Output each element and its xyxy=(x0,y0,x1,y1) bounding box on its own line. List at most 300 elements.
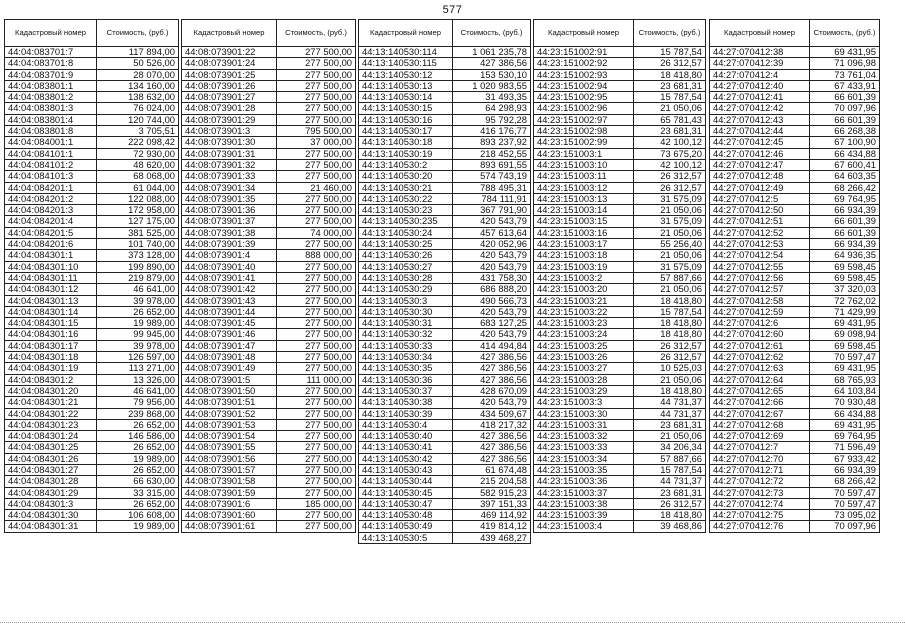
table-row xyxy=(534,272,706,283)
table-row xyxy=(182,385,356,396)
table-row xyxy=(182,205,356,216)
cadastral-number-cell: 44:23:151003:10 xyxy=(534,159,634,170)
cadastral-number-cell: 44:04:083801:3 xyxy=(5,103,97,114)
cadastral-number-cell: 44:27:070412:40 xyxy=(710,80,810,91)
cost-cell: 277 500,00 xyxy=(277,476,356,487)
table-row xyxy=(182,498,356,509)
table-row xyxy=(5,498,179,509)
table-row xyxy=(710,385,880,396)
cadastral-number-cell: 44:13:140530:41 xyxy=(359,442,453,453)
cost-cell: 277 500,00 xyxy=(277,171,356,182)
cadastral-number-cell: 44:27:070412:68 xyxy=(710,419,810,430)
cost-cell: 39 468,86 xyxy=(634,521,706,532)
cost-cell: 10 525,03 xyxy=(634,363,706,374)
table-row xyxy=(5,193,179,204)
cadastral-number-cell: 44:08:073901:22 xyxy=(182,47,277,58)
cadastral-number-cell: 44:27:070412:48 xyxy=(710,171,810,182)
cost-cell: 582 915,23 xyxy=(453,487,531,498)
table-row xyxy=(5,408,179,419)
cost-cell: 420 543,79 xyxy=(453,250,531,261)
cost-cell: 277 500,00 xyxy=(277,487,356,498)
cadastral-number-cell: 44:23:151003:11 xyxy=(534,171,634,182)
cost-cell: 28 070,00 xyxy=(97,69,179,80)
table-row xyxy=(534,318,706,329)
cadastral-number-cell: 44:13:140530:235 xyxy=(359,216,453,227)
cadastral-number-cell: 44:23:151002:91 xyxy=(534,47,634,58)
table-row xyxy=(534,58,706,69)
cadastral-number-cell: 44:27:070412:47 xyxy=(710,159,810,170)
table-row xyxy=(5,114,179,125)
cadastral-number-cell: 44:23:151003:18 xyxy=(534,250,634,261)
header-cost: Стоимость, (руб.) xyxy=(634,20,706,47)
cadastral-number-cell: 44:04:084301:27 xyxy=(5,464,97,475)
cadastral-number-cell: 44:23:151003:16 xyxy=(534,227,634,238)
cost-cell: 23 681,31 xyxy=(634,487,706,498)
table-row xyxy=(359,397,531,408)
cost-cell: 215 204,58 xyxy=(453,476,531,487)
table-row xyxy=(182,476,356,487)
cost-cell: 23 681,31 xyxy=(634,80,706,91)
table-row xyxy=(182,284,356,295)
cost-cell: 69 598,45 xyxy=(810,340,880,351)
cost-cell: 69 431,95 xyxy=(810,47,880,58)
cost-cell: 15 787,54 xyxy=(634,47,706,58)
cost-cell: 784 111,91 xyxy=(453,193,531,204)
table-row xyxy=(534,397,706,408)
cost-cell: 1 061 235,78 xyxy=(453,47,531,58)
cost-cell: 31 575,09 xyxy=(634,261,706,272)
cost-cell: 79 956,00 xyxy=(97,397,179,408)
cost-cell: 427 386,56 xyxy=(453,363,531,374)
cost-cell: 50 526,00 xyxy=(97,58,179,69)
cost-cell: 277 500,00 xyxy=(277,363,356,374)
table-row xyxy=(182,227,356,238)
table-row xyxy=(534,92,706,103)
cadastral-number-cell: 44:27:070412:57 xyxy=(710,284,810,295)
cadastral-number-cell: 44:13:140530:43 xyxy=(359,464,453,475)
cadastral-number-cell: 44:23:151003:12 xyxy=(534,182,634,193)
cost-cell: 277 500,00 xyxy=(277,103,356,114)
cost-cell: 277 500,00 xyxy=(277,148,356,159)
cost-cell: 42 100,12 xyxy=(634,159,706,170)
table-row xyxy=(534,182,706,193)
table-row xyxy=(182,126,356,137)
cadastral-number-cell: 44:13:140530:18 xyxy=(359,137,453,148)
page-number: 577 xyxy=(442,4,463,16)
cadastral-number-cell: 44:27:070412:72 xyxy=(710,476,810,487)
table-row xyxy=(534,442,706,453)
cadastral-number-cell: 44:08:073901:40 xyxy=(182,261,277,272)
cost-cell: 277 500,00 xyxy=(277,272,356,283)
table-row xyxy=(359,58,531,69)
cost-cell: 427 386,56 xyxy=(453,453,531,464)
cost-cell: 23 681,31 xyxy=(634,126,706,137)
cadastral-number-cell: 44:27:070412:53 xyxy=(710,239,810,250)
table-row xyxy=(534,476,706,487)
table-row xyxy=(359,329,531,340)
cadastral-number-cell: 44:13:140530:34 xyxy=(359,352,453,363)
cadastral-number-cell: 44:08:073901:48 xyxy=(182,352,277,363)
cadastral-number-cell: 44:08:073901:45 xyxy=(182,318,277,329)
cost-cell: 39 978,00 xyxy=(97,295,179,306)
cost-cell: 26 652,00 xyxy=(97,306,179,317)
cost-cell: 277 500,00 xyxy=(277,58,356,69)
table-row xyxy=(534,126,706,137)
table-row xyxy=(534,80,706,91)
cost-cell: 277 500,00 xyxy=(277,69,356,80)
cadastral-number-cell: 44:27:070412:50 xyxy=(710,205,810,216)
table-row xyxy=(534,374,706,385)
table-row xyxy=(5,363,179,374)
table-row xyxy=(182,340,356,351)
cadastral-number-cell: 44:27:070412:51 xyxy=(710,216,810,227)
cadastral-number-cell: 44:13:140530:47 xyxy=(359,498,453,509)
cost-cell: 26 312,57 xyxy=(634,58,706,69)
cadastral-number-cell: 44:08:073901:31 xyxy=(182,148,277,159)
table-row xyxy=(359,103,531,114)
cadastral-number-cell: 44:13:140530:114 xyxy=(359,47,453,58)
cadastral-number-cell: 44:13:140530:17 xyxy=(359,126,453,137)
cadastral-number-cell: 44:13:140530:115 xyxy=(359,58,453,69)
table-row xyxy=(534,419,706,430)
cadastral-number-cell: 44:13:140530:32 xyxy=(359,329,453,340)
table-row xyxy=(182,250,356,261)
cadastral-number-cell: 44:13:140530:12 xyxy=(359,69,453,80)
cost-cell: 34 206,34 xyxy=(634,442,706,453)
cost-cell: 44 731,37 xyxy=(634,408,706,419)
cost-cell: 70 597,47 xyxy=(810,487,880,498)
cadastral-number-cell: 44:23:151003:19 xyxy=(534,261,634,272)
table-row xyxy=(359,295,531,306)
table-row xyxy=(710,205,880,216)
cost-cell: 367 791,90 xyxy=(453,205,531,216)
table-row xyxy=(182,295,356,306)
cadastral-number-cell: 44:23:151003:32 xyxy=(534,431,634,442)
table-row xyxy=(359,69,531,80)
table-row xyxy=(5,239,179,250)
cadastral-number-cell: 44:13:140530:49 xyxy=(359,521,453,532)
cost-cell: 61 044,00 xyxy=(97,182,179,193)
table-row xyxy=(5,47,179,58)
cadastral-number-cell: 44:13:140530:5 xyxy=(359,532,453,543)
cadastral-number-cell: 44:23:151003:22 xyxy=(534,306,634,317)
cost-cell: 427 386,56 xyxy=(453,442,531,453)
cost-cell: 277 500,00 xyxy=(277,306,356,317)
cost-cell: 21 050,06 xyxy=(634,374,706,385)
table-row xyxy=(359,453,531,464)
cadastral-number-cell: 44:13:140530:31 xyxy=(359,318,453,329)
table-row xyxy=(5,318,179,329)
cadastral-number-cell: 44:08:073901:46 xyxy=(182,329,277,340)
cost-cell: 66 934,39 xyxy=(810,205,880,216)
cadastral-number-cell: 44:08:073901:5 xyxy=(182,374,277,385)
cost-cell: 42 100,12 xyxy=(634,137,706,148)
table-row xyxy=(5,272,179,283)
cadastral-number-cell: 44:08:073901:49 xyxy=(182,363,277,374)
cadastral-number-cell: 44:27:070412:71 xyxy=(710,464,810,475)
cadastral-number-cell: 44:27:070412:4 xyxy=(710,69,810,80)
cost-cell: 277 500,00 xyxy=(277,510,356,521)
table-row xyxy=(182,510,356,521)
cost-cell: 44 731,37 xyxy=(634,476,706,487)
table-row xyxy=(534,205,706,216)
cadastral-number-cell: 44:13:140530:29 xyxy=(359,284,453,295)
cadastral-number-cell: 44:08:073901:53 xyxy=(182,419,277,430)
header-cost: Стоимость, (руб.) xyxy=(277,20,356,47)
table-row xyxy=(359,159,531,170)
cost-cell: 19 989,00 xyxy=(97,318,179,329)
cadastral-number-cell: 44:13:140530:23 xyxy=(359,205,453,216)
table-row xyxy=(5,397,179,408)
table-row xyxy=(710,58,880,69)
cadastral-number-cell: 44:04:084301:16 xyxy=(5,329,97,340)
header-cost: Стоимость, (руб.) xyxy=(97,20,179,47)
table-row xyxy=(710,476,880,487)
cadastral-number-cell: 44:08:073901:52 xyxy=(182,408,277,419)
cadastral-number-cell: 44:08:073901:35 xyxy=(182,193,277,204)
cadastral-number-cell: 44:23:151002:97 xyxy=(534,114,634,125)
table-row xyxy=(5,442,179,453)
table-row xyxy=(182,216,356,227)
cadastral-number-cell: 44:27:070412:67 xyxy=(710,408,810,419)
table-row xyxy=(359,363,531,374)
cost-cell: 66 630,00 xyxy=(97,476,179,487)
cost-cell: 420 543,79 xyxy=(453,329,531,340)
cadastral-number-cell: 44:23:151003:2 xyxy=(534,272,634,283)
table-row xyxy=(182,521,356,532)
cost-cell: 72 930,00 xyxy=(97,148,179,159)
table-row xyxy=(359,464,531,475)
cadastral-number-cell: 44:08:073901:54 xyxy=(182,431,277,442)
cadastral-number-cell: 44:04:084301:2 xyxy=(5,374,97,385)
cadastral-number-cell: 44:27:070412:73 xyxy=(710,487,810,498)
table-row xyxy=(534,352,706,363)
cadastral-number-cell: 44:04:084301:14 xyxy=(5,306,97,317)
cost-cell: 70 597,47 xyxy=(810,498,880,509)
cadastral-number-cell: 44:13:140530:44 xyxy=(359,476,453,487)
table-row xyxy=(710,374,880,385)
table-row xyxy=(359,306,531,317)
table-row xyxy=(5,148,179,159)
cadastral-number-cell: 44:13:140530:13 xyxy=(359,80,453,91)
cost-cell: 26 312,57 xyxy=(634,340,706,351)
table-row xyxy=(182,464,356,475)
table-row xyxy=(5,103,179,114)
cost-cell: 134 160,00 xyxy=(97,80,179,91)
cost-cell: 434 509,67 xyxy=(453,408,531,419)
cadastral-number-cell: 44:08:073901:61 xyxy=(182,521,277,532)
cadastral-number-cell: 44:13:140530:21 xyxy=(359,182,453,193)
cadastral-number-cell: 44:04:083801:4 xyxy=(5,114,97,125)
cost-cell: 33 315,00 xyxy=(97,487,179,498)
table-row xyxy=(359,352,531,363)
cost-cell: 277 500,00 xyxy=(277,521,356,532)
table-row xyxy=(710,261,880,272)
table-row xyxy=(359,431,531,442)
cost-cell: 277 500,00 xyxy=(277,47,356,58)
cadastral-number-cell: 44:04:084301:21 xyxy=(5,397,97,408)
cadastral-number-cell: 44:27:070412:64 xyxy=(710,374,810,385)
cadastral-number-cell: 44:13:140530:26 xyxy=(359,250,453,261)
cadastral-number-cell: 44:13:140530:16 xyxy=(359,114,453,125)
cadastral-number-cell: 44:27:070412:74 xyxy=(710,498,810,509)
cadastral-number-cell: 44:13:140530:22 xyxy=(359,193,453,204)
cost-cell: 66 934,39 xyxy=(810,464,880,475)
header-cadastral-number: Кадастровый номер xyxy=(359,20,453,47)
cadastral-number-cell: 44:08:073901:4 xyxy=(182,250,277,261)
table-row xyxy=(182,352,356,363)
cost-cell: 69 431,95 xyxy=(810,419,880,430)
cadastral-table-5 xyxy=(709,19,880,533)
cost-cell: 788 495,31 xyxy=(453,182,531,193)
cadastral-number-cell: 44:04:084101:1 xyxy=(5,148,97,159)
table-row xyxy=(710,510,880,521)
cadastral-number-cell: 44:13:140530:27 xyxy=(359,261,453,272)
cadastral-number-cell: 44:08:073901:38 xyxy=(182,227,277,238)
cadastral-number-cell: 44:23:151002:93 xyxy=(534,69,634,80)
cost-cell: 69 598,45 xyxy=(810,272,880,283)
cost-cell: 373 128,00 xyxy=(97,250,179,261)
cadastral-number-cell: 44:04:084201:3 xyxy=(5,205,97,216)
cost-cell: 26 312,57 xyxy=(634,352,706,363)
cadastral-number-cell: 44:08:073901:58 xyxy=(182,476,277,487)
cost-cell: 277 500,00 xyxy=(277,216,356,227)
cadastral-number-cell: 44:08:073901:34 xyxy=(182,182,277,193)
cadastral-number-cell: 44:23:151003:25 xyxy=(534,340,634,351)
table-row xyxy=(5,306,179,317)
cadastral-number-cell: 44:04:084101:3 xyxy=(5,171,97,182)
table-row xyxy=(710,159,880,170)
cost-cell: 418 217,32 xyxy=(453,419,531,430)
table-row xyxy=(710,329,880,340)
cost-cell: 397 151,33 xyxy=(453,498,531,509)
cost-cell: 76 024,00 xyxy=(97,103,179,114)
cadastral-number-cell: 44:27:070412:61 xyxy=(710,340,810,351)
cost-cell: 70 097,96 xyxy=(810,103,880,114)
cost-cell: 37 320,03 xyxy=(810,284,880,295)
table-row xyxy=(182,103,356,114)
table-row xyxy=(359,193,531,204)
cadastral-number-cell: 44:27:070412:66 xyxy=(710,397,810,408)
table-row xyxy=(5,374,179,385)
cadastral-number-cell: 44:23:151003:23 xyxy=(534,318,634,329)
table-row xyxy=(534,329,706,340)
table-row xyxy=(710,363,880,374)
table-row xyxy=(5,352,179,363)
cadastral-number-cell: 44:04:084301:17 xyxy=(5,340,97,351)
table-row xyxy=(182,148,356,159)
cadastral-number-cell: 44:08:073901:27 xyxy=(182,92,277,103)
table-row xyxy=(5,431,179,442)
cost-cell: 419 814,12 xyxy=(453,521,531,532)
cadastral-number-cell: 44:08:073901:50 xyxy=(182,385,277,396)
table-row xyxy=(5,476,179,487)
table-row xyxy=(710,397,880,408)
cost-cell: 26 652,00 xyxy=(97,442,179,453)
table-row xyxy=(359,284,531,295)
cost-cell: 26 312,57 xyxy=(634,171,706,182)
cadastral-number-cell: 44:04:084301:29 xyxy=(5,487,97,498)
cost-cell: 277 500,00 xyxy=(277,385,356,396)
cost-cell: 218 452,55 xyxy=(453,148,531,159)
cost-cell: 490 566,73 xyxy=(453,295,531,306)
cadastral-number-cell: 44:04:083801:8 xyxy=(5,126,97,137)
cadastral-number-cell: 44:04:084301:19 xyxy=(5,363,97,374)
cost-cell: 15 787,54 xyxy=(634,92,706,103)
cadastral-number-cell: 44:23:151002:98 xyxy=(534,126,634,137)
cost-cell: 21 050,06 xyxy=(634,103,706,114)
table-row xyxy=(710,114,880,125)
table-row xyxy=(534,464,706,475)
cadastral-number-cell: 44:23:151003:1 xyxy=(534,148,634,159)
header-cost: Стоимость, (руб.) xyxy=(453,20,531,47)
table-row xyxy=(182,442,356,453)
cadastral-number-cell: 44:04:084301:20 xyxy=(5,385,97,396)
table-row xyxy=(710,442,880,453)
cost-cell: 23 681,31 xyxy=(634,419,706,430)
table-row xyxy=(534,261,706,272)
cost-cell: 57 887,66 xyxy=(634,453,706,464)
table-row xyxy=(5,284,179,295)
table-row xyxy=(359,261,531,272)
cadastral-number-cell: 44:04:084201:4 xyxy=(5,216,97,227)
table-row xyxy=(182,58,356,69)
cost-cell: 277 500,00 xyxy=(277,92,356,103)
cadastral-number-cell: 44:27:070412:49 xyxy=(710,182,810,193)
table-row xyxy=(359,126,531,137)
cadastral-number-cell: 44:08:073901:3 xyxy=(182,126,277,137)
cost-cell: 683 127,25 xyxy=(453,318,531,329)
cost-cell: 21 050,06 xyxy=(634,205,706,216)
cadastral-number-cell: 44:08:073901:25 xyxy=(182,69,277,80)
table-row xyxy=(182,487,356,498)
cost-cell: 71 429,99 xyxy=(810,306,880,317)
table-row xyxy=(359,216,531,227)
cost-cell: 277 500,00 xyxy=(277,239,356,250)
cost-cell: 69 431,95 xyxy=(810,363,880,374)
cadastral-number-cell: 44:27:070412:58 xyxy=(710,295,810,306)
cost-cell: 420 543,79 xyxy=(453,397,531,408)
cost-cell: 113 271,00 xyxy=(97,363,179,374)
cadastral-number-cell: 44:27:070412:56 xyxy=(710,272,810,283)
cost-cell: 153 530,10 xyxy=(453,69,531,80)
table-row xyxy=(182,431,356,442)
table-row xyxy=(359,182,531,193)
table-row xyxy=(710,498,880,509)
cost-cell: 21 050,06 xyxy=(634,250,706,261)
cadastral-number-cell: 44:23:151002:94 xyxy=(534,80,634,91)
table-row xyxy=(359,47,531,58)
cadastral-number-cell: 44:08:073901:32 xyxy=(182,159,277,170)
cost-cell: 127 175,00 xyxy=(97,216,179,227)
cadastral-number-cell: 44:13:140530:25 xyxy=(359,239,453,250)
table-row xyxy=(359,385,531,396)
cadastral-number-cell: 44:27:070412:60 xyxy=(710,329,810,340)
cost-cell: 73 675,20 xyxy=(634,148,706,159)
cost-cell: 26 312,57 xyxy=(634,182,706,193)
cost-cell: 18 418,80 xyxy=(634,295,706,306)
header-cadastral-number: Кадастровый номер xyxy=(710,20,810,47)
cost-cell: 55 256,40 xyxy=(634,239,706,250)
cost-cell: 277 500,00 xyxy=(277,261,356,272)
table-row xyxy=(534,227,706,238)
cost-cell: 66 601,39 xyxy=(810,216,880,227)
cadastral-number-cell: 44:13:140530:40 xyxy=(359,431,453,442)
table-row xyxy=(710,431,880,442)
cost-cell: 31 575,09 xyxy=(634,216,706,227)
cost-cell: 95 792,28 xyxy=(453,114,531,125)
cost-cell: 18 418,80 xyxy=(634,329,706,340)
